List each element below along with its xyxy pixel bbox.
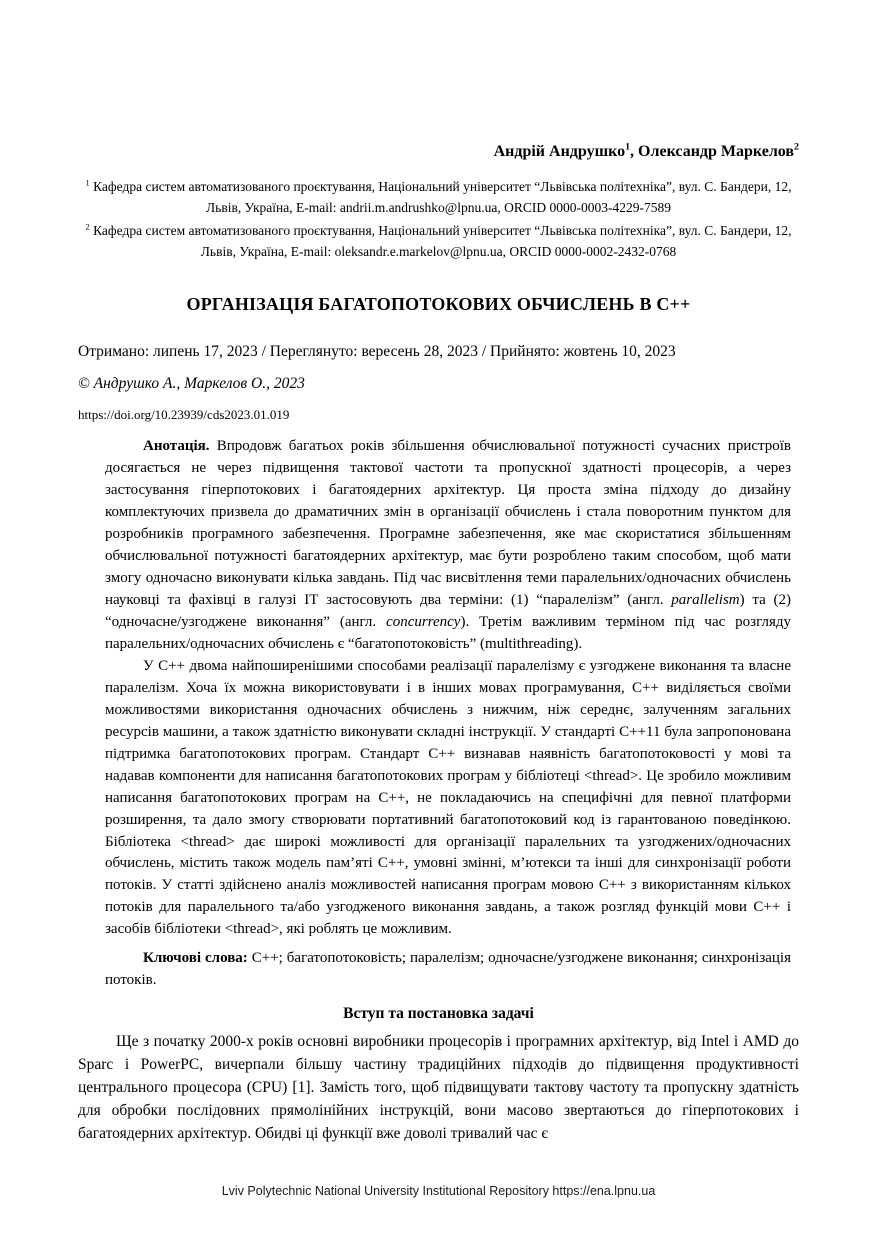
doi-line: https://doi.org/10.23939/cds2023.01.019: [78, 407, 290, 423]
authors-line: [78, 142, 799, 163]
abstract-block: [105, 436, 791, 940]
text-run-italic: parallelism: [671, 591, 740, 608]
author-name-1: Андрій Андрушко: [493, 143, 626, 160]
keywords-paragraph: [105, 948, 791, 992]
repository-footer: Lviv Polytechnic National University Institutional Repository https://ena.lpnu.ua: [221, 1184, 656, 1198]
text-run: ). Третім важливим терміном під час розгляду паралельних/одночасних обчислень є “багатопотоковість” (multithreading).: [105, 613, 791, 652]
author-name-2: Олександр Маркелов: [638, 143, 795, 160]
text-run: Впродовж багатьох років збільшення обчислювальної потужності сучасних пристроїв досягається не через підвищення тактової частоти та пропускної здатності процесорів, а через застосування гіперпотокових і багатоядерних архітектур. Ця проста зміна підходу до дизайну комплектуючих призвела до драматичних змін в організації обчислень і стала поворотним пунктом для розробників програмного забезпечення. Програмне забезпечення, яке має скористатися збільшенням обчислювальної потужності багатоядерних архітектур, має бути розроблено таким способом, щоб мати змогу одночасно виконувати кілька завдань. Під час висвітлення теми паралельних/одночасних обчислень науковці та фахівці в галузі ІТ застосовують два терміни: (1) “паралелізм” (англ.: [105, 438, 791, 608]
affiliation-2-text: Кафедра систем автоматизованого проєктування, Національний університет “Львівська політехніка”, вул. С. Бандери, 12, Львів, Україна, E-mail: oleksandr.e.markelov@lpnu.ua, ORCID 0000-0002-2432-0768: [89, 222, 792, 259]
affiliation-2: [78, 221, 799, 263]
copyright-line: © Андрушко А., Маркелов О., 2023: [78, 375, 305, 393]
section-heading: Вступ та постановка задачі: [343, 1004, 534, 1022]
dates-line: Отримано: липень 17, 2023 / Переглянуто: вересень 28, 2023 / Прийнято: жовтень 10, 2023: [78, 343, 676, 361]
affiliation-1-text: Кафедра систем автоматизованого проєктування, Національний університет “Львівська політехніка”, вул. С. Бандери, 12, Львів, Україна, E-mail: andrii.m.andrushko@lpnu.ua, ORCID 0000-0003-4229-7589: [89, 178, 792, 215]
keywords-text: С++; багатопотоковість; паралелізм; одночасне/узгоджене виконання; синхронізація потоків.: [105, 949, 791, 988]
affiliation-1-marker: 1: [85, 178, 90, 188]
text-run-italic: concurrency: [386, 613, 461, 630]
text-run: ) та (2) “одночасне/узгоджене виконання” (англ.: [105, 591, 791, 630]
abstract-label: Анотація.: [143, 438, 210, 455]
affiliation-1: [78, 177, 799, 219]
authors-separator: ,: [630, 143, 639, 160]
affiliations-block: [78, 177, 799, 263]
keywords-label: Ключові слова:: [143, 949, 248, 966]
author-2-affiliation-marker: 2: [794, 141, 799, 153]
affiliation-2-marker: 2: [85, 222, 90, 232]
abstract-paragraph-1: [105, 436, 791, 655]
body-paragraph-1: Ще з початку 2000-х років основні виробники процесорів і програмних архітектур, від Intel і AMD до Sparc і PowerPC, вичерпали більшу частину традиційних підходів до підвищення продуктивності центрального процесора (CPU) [1]. Замість того, щоб підвищувати тактову частоту та пропускну здатність для обробки послідовних прямолінійних інструкцій, вони масово звертаються до гіперпотокових і багатоядерних архітектур. Обидві ці функції вже доволі тривалий час є: [78, 1032, 799, 1142]
abstract-paragraph-2: У С++ двома найпоширенішими способами реалізації паралелізму є узгоджене виконання та власне паралелізм. Хоча їх можна використовувати і в інших мовах програмування, С++ виділяється своїми можливостями використання одночасних обчислень з нижчим, ніж середнє, залученням загальних ресурсів машини, а також здатністю виконувати складні інструкції. У стандарті С++11 була запропонована підтримка багатопотокових програм. Стандарт С++ визнавав наявність багатопотоковості у мові та надавав компоненти для написання багатопотокових програм у бібліотеці <thread>. Це зробило можливим написання багатопотокових програм на С++, не покладаючись на специфічні для певної платформи розширення, та дало змогу створювати портативний багатопотоковий код із гарантованою поведінкою. Бібліотека <thread> дає широкі можливості для організації паралельних та узгоджених/одночасних обчислень, містить також модель пам’яті С++, умовні змінні, м’ютекси та інші для синхронізації роботи потоків. У статті здійснено аналіз можливостей написання програм мовою С++ з використанням кількох потоків для паралельного та/або узгодженого виконання завдань, а також розгляд функцій мови С++ і засобів бібліотеки <thread>, які роблять це можливим.: [105, 658, 791, 938]
paper-title: ОРГАНІЗАЦІЯ БАГАТОПОТОКОВИХ ОБЧИСЛЕНЬ В C++: [186, 294, 691, 315]
author-1-affiliation-marker: 1: [625, 141, 631, 153]
